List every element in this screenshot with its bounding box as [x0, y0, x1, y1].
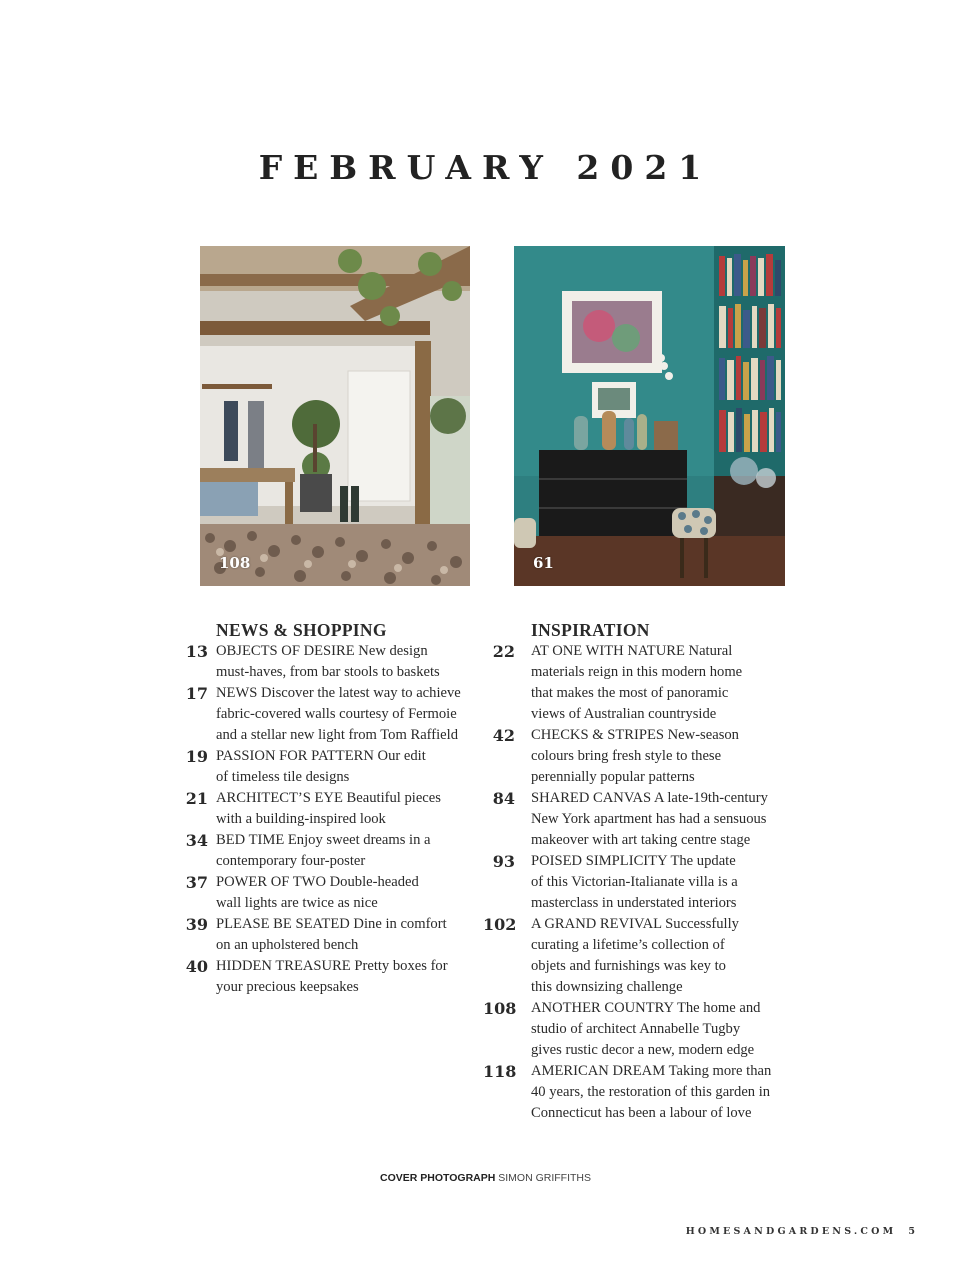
- inspiration-section: [483, 619, 793, 1124]
- contents-entry[interactable]: [172, 746, 472, 788]
- entry-text: [216, 641, 440, 683]
- photo-page-ref: 61: [533, 554, 554, 572]
- contents-entry[interactable]: [172, 641, 472, 683]
- entry-line: NEWS Discover the latest way to achieve: [216, 685, 461, 701]
- contents-entry[interactable]: [172, 788, 472, 830]
- entry-line: that makes the most of panoramic: [531, 685, 729, 701]
- entry-line: PLEASE BE SEATED Dine in comfort: [216, 916, 447, 932]
- entry-page-number: 93: [492, 852, 515, 871]
- entry-page-number: 37: [185, 873, 208, 892]
- entry-line: AT ONE WITH NATURE Natural: [531, 643, 733, 659]
- teal-library-image: [514, 246, 785, 586]
- contents-entry[interactable]: [483, 641, 793, 725]
- entry-page-number: 13: [185, 642, 208, 661]
- entry-page-number: 19: [185, 747, 208, 766]
- entry-line: OBJECTS OF DESIRE New design: [216, 643, 428, 659]
- entry-text: [531, 851, 738, 914]
- entry-line: curating a lifetime’s collection of: [531, 937, 725, 953]
- entry-line: and a stellar new light from Tom Raffield: [216, 727, 459, 743]
- entry-text: [216, 956, 448, 998]
- entry-line: perennially popular patterns: [531, 769, 695, 785]
- credit-name: SIMON GRIFFITHS: [498, 1172, 591, 1184]
- entry-line: colours bring fresh style to these: [531, 748, 722, 764]
- entry-line: this downsizing challenge: [531, 979, 683, 995]
- entry-line: HIDDEN TREASURE Pretty boxes for: [216, 958, 448, 974]
- inspiration-entry-list: [483, 641, 793, 1124]
- entry-text: [216, 746, 426, 788]
- page-title: FEBRUARY 2021: [258, 148, 713, 187]
- entry-line: ARCHITECT’S EYE Beautiful pieces: [216, 790, 441, 806]
- entry-text: [216, 914, 447, 956]
- entry-line: your precious keepsakes: [216, 979, 359, 995]
- photo-page-ref: 108: [219, 554, 251, 572]
- entry-page-number: 17: [185, 684, 208, 703]
- entry-line: POWER OF TWO Double-headed: [216, 874, 419, 890]
- entry-line: wall lights are twice as nice: [216, 895, 378, 911]
- entry-text: [531, 788, 768, 851]
- entry-line: views of Australian countryside: [531, 706, 717, 722]
- section-heading: INSPIRATION: [531, 620, 650, 640]
- entry-page-number: 34: [185, 831, 208, 850]
- contents-entry[interactable]: [172, 830, 472, 872]
- contents-entry[interactable]: [483, 851, 793, 914]
- photo-garden-porch[interactable]: [200, 246, 470, 586]
- entry-line: A GRAND REVIVAL Successfully: [531, 916, 739, 932]
- contents-entry[interactable]: [172, 956, 472, 998]
- page-footer: [686, 1226, 915, 1237]
- contents-entry[interactable]: [172, 683, 472, 746]
- photo-teal-library[interactable]: [514, 246, 785, 586]
- entry-page-number: 102: [483, 915, 517, 934]
- entry-line: masterclass in understated interiors: [531, 895, 737, 911]
- footer-site: HOMESANDGARDENS.COM: [685, 1226, 897, 1237]
- garden-porch-image: [200, 246, 470, 586]
- entry-page-number: 40: [185, 957, 208, 976]
- contents-entry[interactable]: [483, 998, 793, 1061]
- contents-entry[interactable]: [483, 914, 793, 998]
- entry-line: with a building-inspired look: [216, 811, 386, 827]
- entry-page-number: 108: [483, 999, 517, 1018]
- contents-entry[interactable]: [483, 1061, 793, 1124]
- entry-line: Connecticut has been a labour of love: [531, 1105, 752, 1121]
- entry-line: studio of architect Annabelle Tugby: [531, 1021, 741, 1037]
- entry-line: objets and furnishings was key to: [531, 958, 726, 974]
- news-shopping-section: [172, 619, 472, 998]
- entry-line: of this Victorian-Italianate villa is a: [531, 874, 738, 890]
- entry-line: gives rustic decor a new, modern edge: [531, 1042, 755, 1058]
- contents-entry[interactable]: [483, 725, 793, 788]
- entry-line: materials reign in this modern home: [531, 664, 743, 680]
- entry-line: 40 years, the restoration of this garden in: [531, 1084, 771, 1100]
- entry-text: [216, 683, 461, 746]
- entry-line: of timeless tile designs: [216, 769, 350, 785]
- entry-line: on an upholstered bench: [216, 937, 359, 953]
- cover-credit: [0, 1172, 971, 1184]
- entry-text: [531, 998, 760, 1061]
- entry-text: [531, 914, 739, 998]
- entry-line: must-haves, from bar stools to baskets: [216, 664, 440, 680]
- credit-label: COVER PHOTOGRAPH: [380, 1172, 496, 1184]
- entry-text: [216, 788, 441, 830]
- entry-line: contemporary four-poster: [216, 853, 366, 869]
- news-entry-list: [172, 641, 472, 998]
- entry-line: SHARED CANVAS A late-19th-century: [531, 790, 768, 806]
- entry-line: AMERICAN DREAM Taking more than: [531, 1063, 772, 1079]
- entry-line: ANOTHER COUNTRY The home and: [531, 1000, 761, 1016]
- entry-line: makeover with art taking centre stage: [531, 832, 751, 848]
- entry-line: BED TIME Enjoy sweet dreams in a: [216, 832, 431, 848]
- entry-line: fabric-covered walls courtesy of Fermoie: [216, 706, 457, 722]
- contents-entry[interactable]: [172, 914, 472, 956]
- entry-page-number: 42: [492, 726, 515, 745]
- entry-text: [531, 1061, 771, 1124]
- section-heading: NEWS & SHOPPING: [216, 620, 387, 640]
- entry-page-number: 22: [492, 642, 515, 661]
- entry-line: New York apartment has had a sensuous: [531, 811, 767, 827]
- contents-entry[interactable]: [483, 788, 793, 851]
- entry-text: [216, 872, 419, 914]
- entry-page-number: 84: [492, 789, 515, 808]
- contents-entry[interactable]: [172, 872, 472, 914]
- entry-text: [216, 830, 431, 872]
- entry-page-number: 39: [185, 915, 208, 934]
- entry-text: [531, 641, 742, 725]
- entry-page-number: 21: [185, 789, 208, 808]
- entry-line: PASSION FOR PATTERN Our edit: [216, 748, 426, 764]
- entry-line: POISED SIMPLICITY The update: [531, 853, 736, 869]
- entry-text: [531, 725, 739, 788]
- entry-line: CHECKS & STRIPES New-season: [531, 727, 739, 743]
- entry-page-number: 118: [483, 1062, 517, 1081]
- page-number: 5: [908, 1226, 915, 1237]
